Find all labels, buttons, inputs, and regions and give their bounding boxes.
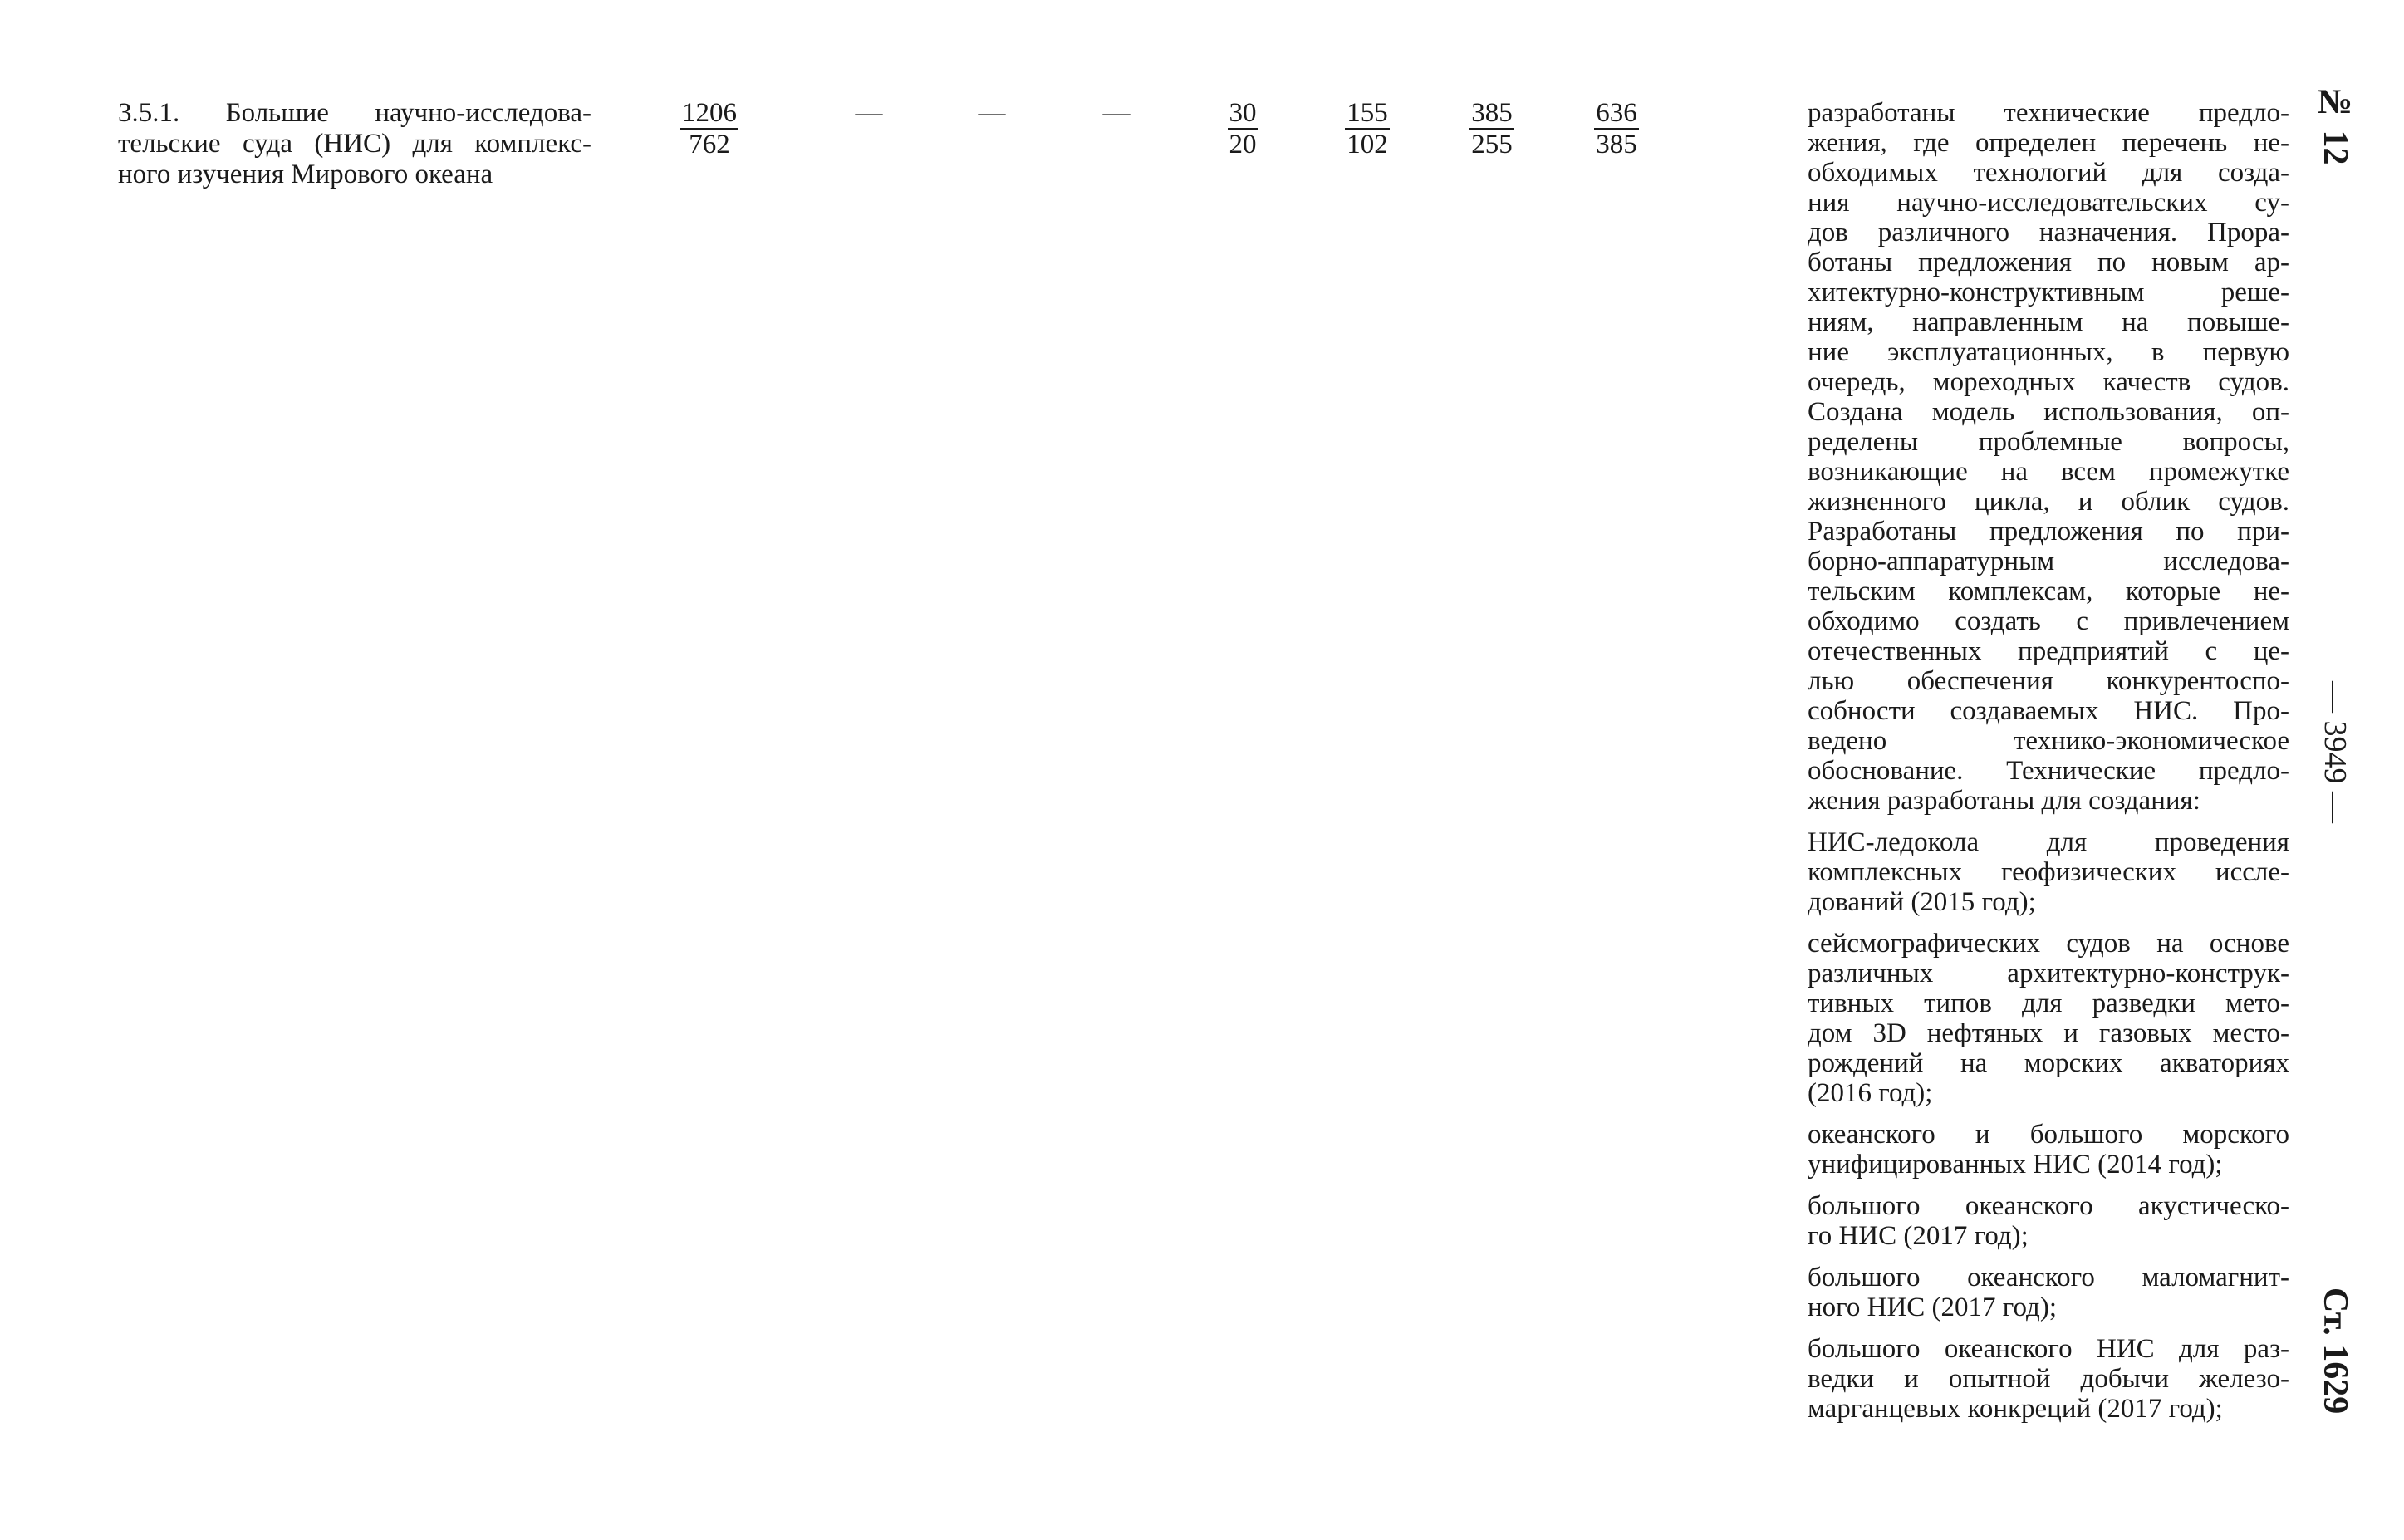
fraction-numerator: 636 xyxy=(1596,98,1637,128)
fraction-denominator: 102 xyxy=(1347,130,1388,159)
cell-fraction xyxy=(1450,98,1533,160)
result-line: обходимых технологий для созда- xyxy=(1808,158,2289,188)
result-line: обходимо создать с привлечением xyxy=(1808,606,2289,636)
result-line: ния научно-исследовательских су- xyxy=(1808,188,2289,218)
fraction-numerator: 1206 xyxy=(682,98,737,128)
result-line: очередь, мореходных качеств судов. xyxy=(1808,367,2289,397)
cell-fraction xyxy=(1326,98,1409,160)
result-line: тивных типов для разведки мето- xyxy=(1808,988,2289,1018)
result-line: тельским комплексам, которые не- xyxy=(1808,576,2289,606)
item-title-line: ного изучения Мирового океана xyxy=(118,159,493,189)
result-paragraph xyxy=(1808,1191,2289,1251)
result-line: ние эксплуатационных, в первую xyxy=(1808,337,2289,367)
fraction-numerator: 30 xyxy=(1229,98,1257,128)
result-line: ботаны предложения по новым ар- xyxy=(1808,248,2289,277)
result-line: лью обеспечения конкурентоспо- xyxy=(1808,666,2289,696)
result-line: различных архитектурно-конструк- xyxy=(1808,959,2289,988)
result-line: жения, где определен перечень не- xyxy=(1808,128,2289,158)
item-title xyxy=(118,98,591,190)
result-line: дов различного назначения. Прора- xyxy=(1808,218,2289,248)
result-paragraph xyxy=(1808,1120,2289,1180)
cell-dash: — xyxy=(978,98,1006,128)
result-line: ведки и опытной добычи железо- xyxy=(1808,1364,2289,1394)
item-title-line: тельские суда (НИС) для комплекс- xyxy=(118,129,591,159)
result-line: дований (2015 год); xyxy=(1808,887,2036,917)
results-column xyxy=(1808,98,2289,1435)
result-line: унифицированных НИС (2014 год); xyxy=(1808,1150,2223,1180)
result-line: борно-аппаратурным исследова- xyxy=(1808,547,2289,576)
result-paragraph xyxy=(1808,929,2289,1108)
fraction-denominator: 385 xyxy=(1596,130,1637,159)
item-title-line: 3.5.1. Большие научно-исследова- xyxy=(118,98,591,128)
fraction-numerator: 155 xyxy=(1347,98,1388,128)
result-line: Создана модель использования, оп- xyxy=(1808,397,2289,427)
fraction-denominator: 255 xyxy=(1471,130,1513,159)
result-line: большого океанского маломагнит- xyxy=(1808,1263,2289,1292)
page-number: — 3949 — xyxy=(2318,681,2352,823)
cell-dash: — xyxy=(1102,98,1131,128)
margin-header xyxy=(2306,83,2364,1445)
result-line: дом 3D нефтяных и газовых место- xyxy=(1808,1018,2289,1048)
result-line: большого океанского НИС для раз- xyxy=(1808,1334,2289,1364)
result-line: разработаны технические предло- xyxy=(1808,98,2289,128)
result-line: возникающие на всем промежутке xyxy=(1808,457,2289,487)
result-line: жения разработаны для создания: xyxy=(1808,786,2200,816)
result-paragraph xyxy=(1808,1263,2289,1322)
result-line: ниям, направленным на повыше- xyxy=(1808,307,2289,337)
result-paragraph xyxy=(1808,827,2289,917)
fraction-numerator: 385 xyxy=(1471,98,1513,128)
result-line: го НИС (2017 год); xyxy=(1808,1221,2029,1251)
result-line: ределены проблемные вопросы, xyxy=(1808,427,2289,457)
result-line: Разработаны предложения по при- xyxy=(1808,517,2289,547)
fraction-denominator: 20 xyxy=(1229,130,1257,159)
result-line: рождений на морских акваториях xyxy=(1808,1048,2289,1078)
fraction-denominator: 762 xyxy=(689,130,730,159)
result-line: сейсмографических судов на основе xyxy=(1808,929,2289,959)
result-paragraph xyxy=(1808,1334,2289,1424)
result-line: ведено технико-экономическое xyxy=(1808,726,2289,756)
result-line: комплексных геофизических иссле- xyxy=(1808,857,2289,887)
cell-dash: — xyxy=(855,98,883,128)
result-line: океанского и большого морского xyxy=(1808,1120,2289,1150)
result-line: ного НИС (2017 год); xyxy=(1808,1292,2057,1322)
result-line: хитектурно-конструктивным реше- xyxy=(1808,277,2289,307)
cell-fraction xyxy=(1575,98,1658,160)
result-line: (2016 год); xyxy=(1808,1078,1933,1108)
issue-number: № 12 xyxy=(2316,83,2354,165)
cell-fraction xyxy=(1201,98,1284,160)
result-line: отечественных предприятий с це- xyxy=(1808,636,2289,666)
result-line: обоснование. Технические предло- xyxy=(1808,756,2289,786)
result-line: большого океанского акустическо- xyxy=(1808,1191,2289,1221)
result-paragraph xyxy=(1808,98,2289,816)
cell-fraction xyxy=(668,98,751,160)
result-line: жизненного цикла, и облик судов. xyxy=(1808,487,2289,517)
result-line: НИС-ледокола для проведения xyxy=(1808,827,2289,857)
result-line: марганцевых конкреций (2017 год); xyxy=(1808,1394,2223,1424)
article-number: Ст. 1629 xyxy=(2316,1287,2354,1415)
result-line: собности создаваемых НИС. Про- xyxy=(1808,696,2289,726)
